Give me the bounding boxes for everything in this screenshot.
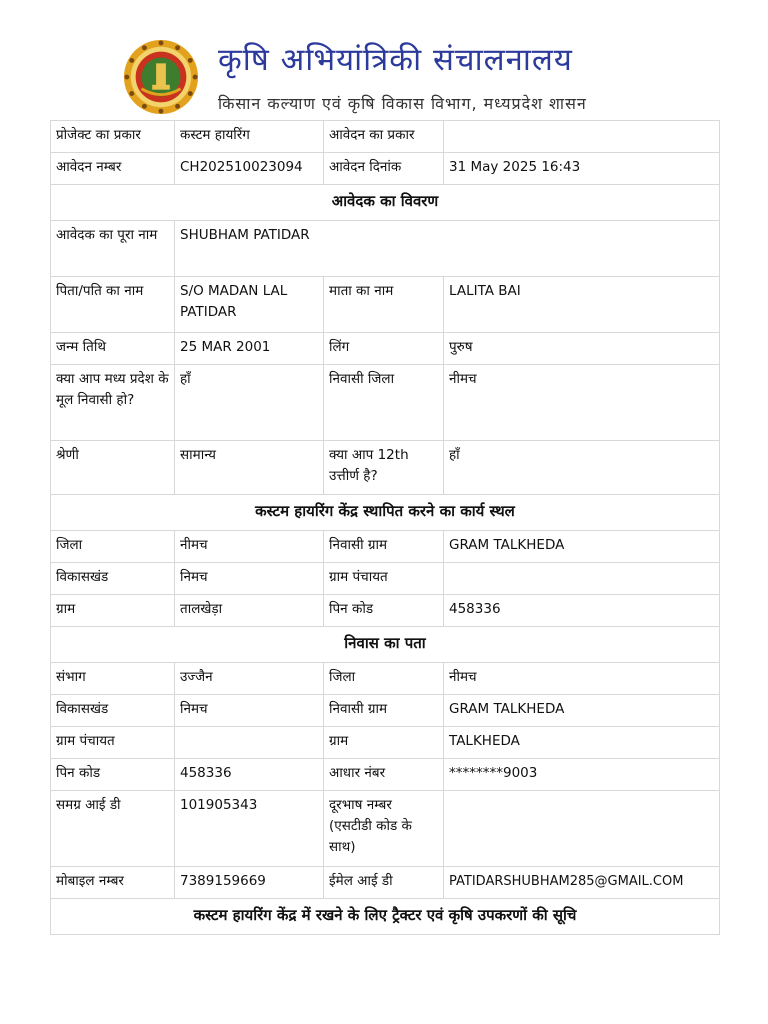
full-name-value: SHUBHAM PATIDAR [175,221,720,277]
table-row [51,121,720,153]
workplace-village-value: तालखेड़ा [175,595,324,627]
table-row [51,277,720,333]
aadhaar-label: आधार नंबर [324,759,444,791]
workplace-village-res-value: GRAM TALKHEDA [444,531,720,563]
table-row [51,365,720,441]
application-type-value [444,121,720,153]
table-row [51,663,720,695]
residence-village-value: TALKHEDA [444,727,720,759]
table-row [51,595,720,627]
application-date-value: 31 May 2025 16:43 [444,153,720,185]
gender-label: लिंग [324,333,444,365]
workplace-village-res-label: निवासी ग्राम [324,531,444,563]
samagra-id-value: 101905343 [175,791,324,867]
project-type-label: प्रोजेक्ट का प्रकार [51,121,175,153]
email-label: ईमेल आई डी [324,867,444,899]
residence-village-label: ग्राम [324,727,444,759]
full-name-label: आवेदक का पूरा नाम [51,221,175,277]
table-row [51,867,720,899]
mobile-value: 7389159669 [175,867,324,899]
table-row [51,627,720,663]
gender-value: पुरुष [444,333,720,365]
aadhaar-value: ********9003 [444,759,720,791]
workplace-pin-value: 458336 [444,595,720,627]
page-subtitle: किसान कल्याण एवं कृषि विकास विभाग, मध्यप्रदेश शासन [218,94,587,113]
table-row [51,531,720,563]
section-title-residence: निवास का पता [51,627,720,663]
residence-panchayat-value [175,727,324,759]
residence-pin-label: पिन कोड [51,759,175,791]
table-row [51,153,720,185]
table-row [51,221,720,277]
mobile-label: मोबाइल नम्बर [51,867,175,899]
dob-value: 25 MAR 2001 [175,333,324,365]
application-date-label: आवेदन दिनांक [324,153,444,185]
application-type-label: आवेदन का प्रकार [324,121,444,153]
residence-village-res-label: निवासी ग्राम [324,695,444,727]
mp-state-emblem-icon [122,38,200,116]
workplace-district-label: जिला [51,531,175,563]
twelfth-pass-label: क्या आप 12th उत्तीर्ण है? [324,441,444,495]
table-row [51,695,720,727]
residence-block-value: निमच [175,695,324,727]
mother-name-label: माता का नाम [324,277,444,333]
category-value: सामान्य [175,441,324,495]
mp-native-value: हाँ [175,365,324,441]
table-row [51,563,720,595]
section-title-workplace: कस्टम हायरिंग केंद्र स्थापित करने का कार्य स्थल [51,495,720,531]
resident-district-label: निवासी जिला [324,365,444,441]
application-no-label: आवेदन नम्बर [51,153,175,185]
workplace-panchayat-label: ग्राम पंचायत [324,563,444,595]
residence-block-label: विकासखंड [51,695,175,727]
workplace-village-label: ग्राम [51,595,175,627]
phone-label: दूरभाष नम्बर (एसटीडी कोड के साथ) [324,791,444,867]
table-row [51,185,720,221]
application-no-value: CH202510023094 [175,153,324,185]
table-row [51,899,720,935]
page-title: कृषि अभियांत्रिकी संचालनालय [218,42,573,78]
residence-district-label: जिला [324,663,444,695]
father-name-label: पिता/पति का नाम [51,277,175,333]
workplace-district-value: नीमच [175,531,324,563]
section-title-applicant: आवेदक का विवरण [51,185,720,221]
residence-pin-value: 458336 [175,759,324,791]
twelfth-pass-value: हाँ [444,441,720,495]
workplace-block-label: विकासखंड [51,563,175,595]
table-row [51,727,720,759]
table-row [51,759,720,791]
table-row [51,791,720,867]
workplace-pin-label: पिन कोड [324,595,444,627]
mp-native-label: क्या आप मध्य प्रदेश के मूल निवासी हो? [51,365,175,441]
project-type-value: कस्टम हायरिंग [175,121,324,153]
residence-village-res-value: GRAM TALKHEDA [444,695,720,727]
division-label: संभाग [51,663,175,695]
email-value: PATIDARSHUBHAM285@GMAIL.COM [444,867,720,899]
phone-value [444,791,720,867]
table-row [51,333,720,365]
resident-district-value: नीमच [444,365,720,441]
page-header [0,0,768,120]
section-title-equipment: कस्टम हायरिंग केंद्र में रखने के लिए ट्रैक्टर एवं कृषि उपकरणों की सूचि [51,899,720,935]
category-label: श्रेणी [51,441,175,495]
residence-district-value: नीमच [444,663,720,695]
residence-panchayat-label: ग्राम पंचायत [51,727,175,759]
workplace-block-value: निमच [175,563,324,595]
father-name-value: S/O MADAN LAL PATIDAR [175,277,324,333]
dob-label: जन्म तिथि [51,333,175,365]
samagra-id-label: समग्र आई डी [51,791,175,867]
workplace-panchayat-value [444,563,720,595]
mother-name-value: LALITA BAI [444,277,720,333]
division-value: उज्जैन [175,663,324,695]
table-row [51,441,720,495]
application-form-table [50,120,720,935]
table-row [51,495,720,531]
